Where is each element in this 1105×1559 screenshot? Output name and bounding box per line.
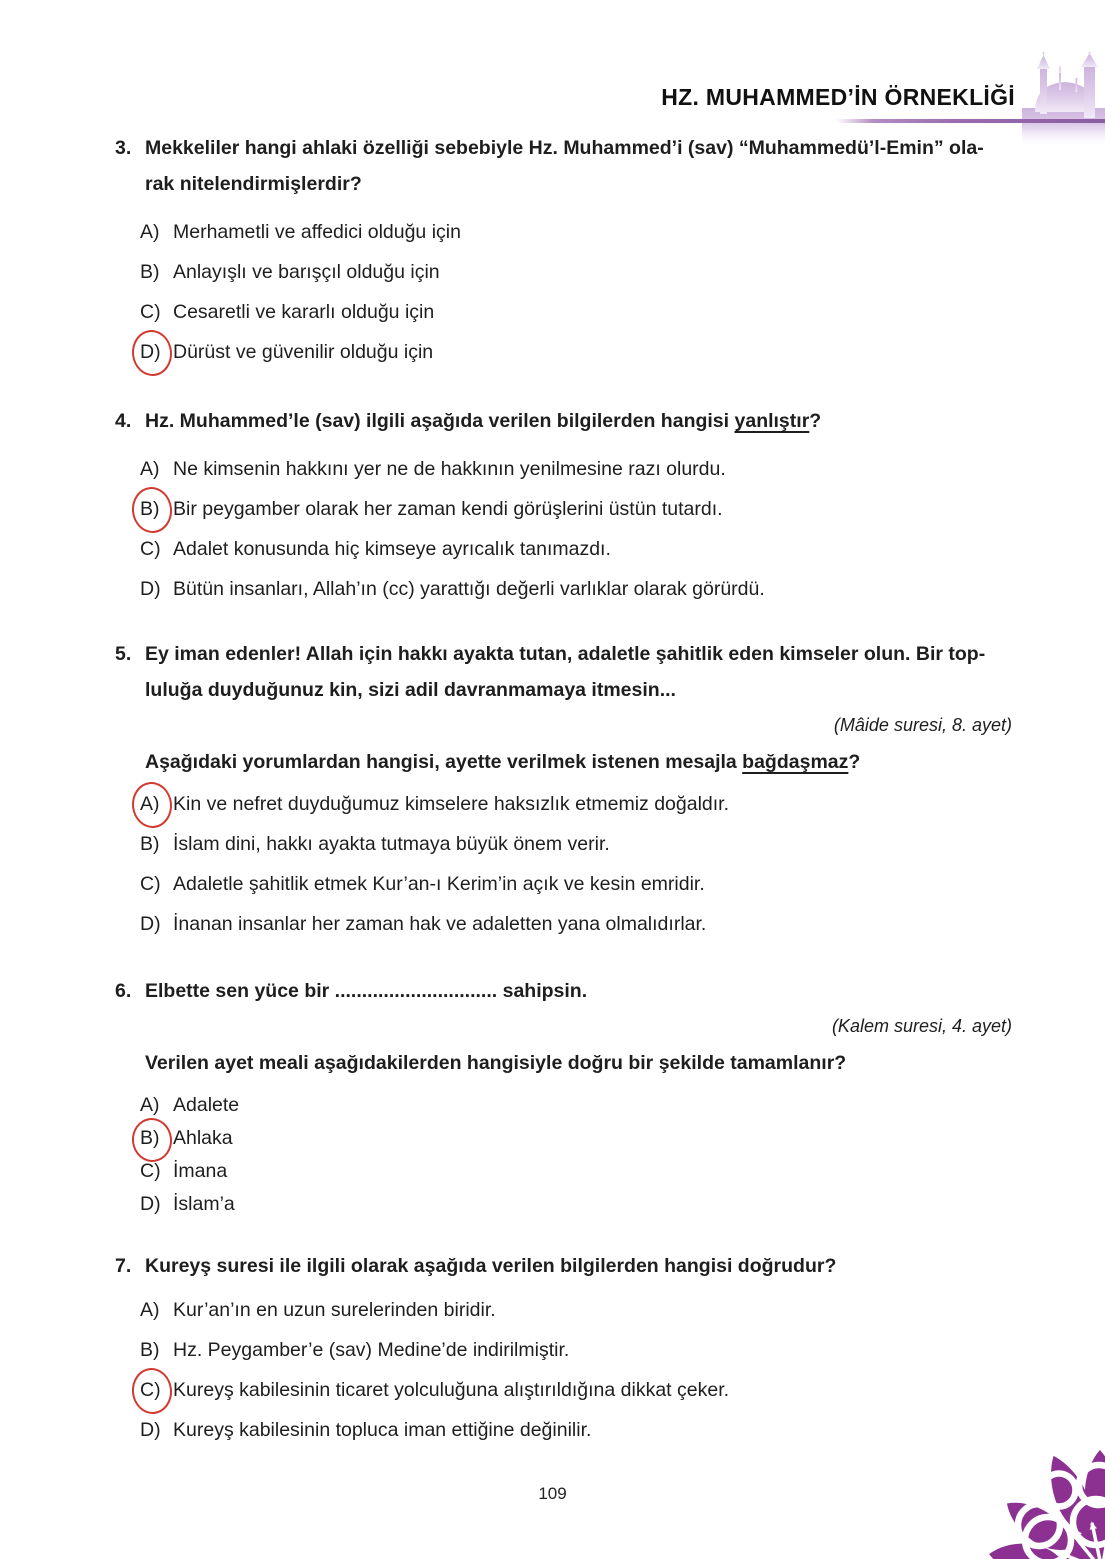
option-letter: D): [140, 1419, 161, 1441]
option-text: Ahlaka: [173, 1127, 233, 1149]
option-a: [140, 1290, 1012, 1330]
option-letter: B): [140, 489, 173, 529]
question-substem: Verilen ayet meali aşağıdakilerden hangisiyle doğru bir şekilde tamamlanır?: [145, 1052, 847, 1074]
option-b: [140, 252, 1012, 292]
question-stem-line: luluğa duyduğunuz kin, sizi adil davranmamaya itmesin...: [145, 679, 676, 701]
option-text: İslam dini, hakkı ayakta tutmaya büyük önem verir.: [173, 833, 610, 855]
question-number: 6.: [115, 980, 132, 1002]
option-c: [140, 292, 1012, 332]
question-4: [115, 403, 1012, 609]
option-d: [140, 569, 1012, 609]
question-stem: Elbette sen yüce bir .............................. sahipsin.: [145, 980, 588, 1002]
question-5: [115, 636, 1012, 944]
option-letter: C): [140, 301, 161, 323]
option-d: [140, 1410, 1012, 1450]
flower-ornament-icon: [980, 1420, 1105, 1559]
option-b: [140, 489, 1012, 529]
option-c: [140, 529, 1012, 569]
option-text: Adalet konusunda hiç kimseye ayrıcalık tanımazdı.: [173, 538, 611, 560]
option-d: [140, 904, 1012, 944]
option-text: Kureyş kabilesinin topluca iman ettiğine değinilir.: [173, 1419, 592, 1441]
option-text: İnanan insanlar her zaman hak ve adaletten yana olmalıdırlar.: [173, 913, 707, 935]
option-c: [140, 1370, 1012, 1410]
option-letter: A): [140, 1299, 160, 1321]
option-letter: A): [140, 784, 173, 824]
option-b: [140, 1330, 1012, 1370]
question-number: 5.: [115, 643, 132, 665]
option-b: [140, 1122, 1012, 1155]
option-c: [140, 1155, 1012, 1188]
option-text: Anlayışlı ve barışçıl olduğu için: [173, 261, 440, 283]
question-3: [115, 130, 1012, 372]
underlined-word: yanlıştır: [734, 410, 810, 432]
option-a: [140, 212, 1012, 252]
question-6: [115, 973, 1012, 1221]
option-d: [140, 1188, 1012, 1221]
option-letter: A): [140, 458, 160, 480]
verse-source: (Kalem suresi, 4. ayet): [831, 1016, 1012, 1036]
option-text: Adalete: [173, 1094, 240, 1116]
option-letter: B): [140, 833, 160, 855]
option-letter: D): [140, 1193, 161, 1215]
question-stem-line: Mekkeliler hangi ahlaki özelliği sebebiyle Hz. Muhammed’i (sav) “Muhammedü’l-Emin” ola-: [145, 137, 984, 159]
option-letter: A): [140, 221, 160, 243]
option-d: [140, 332, 1012, 372]
option-b: [140, 824, 1012, 864]
option-letter: C): [140, 1370, 173, 1410]
option-letter: C): [140, 538, 161, 560]
option-text: İmana: [173, 1160, 228, 1182]
option-letter: D): [140, 578, 161, 600]
option-letter: D): [140, 332, 173, 372]
option-text: Ne kimsenin hakkını yer ne de hakkının yenilmesine razı olurdu.: [173, 458, 726, 480]
option-text: Cesaretli ve kararlı olduğu için: [173, 301, 435, 323]
option-letter: C): [140, 873, 161, 895]
option-letter: A): [140, 1094, 160, 1116]
page-title: HZ. MUHAMMED’İN ÖRNEKLİĞİ: [661, 84, 1015, 110]
option-a: [140, 784, 1012, 824]
option-text: Hz. Peygamber’e (sav) Medine’de indirilmiştir.: [173, 1339, 570, 1361]
option-c: [140, 864, 1012, 904]
underlined-word: bağdaşmaz: [742, 751, 849, 773]
option-text: Kin ve nefret duyduğumuz kimselere haksızlık etmemiz doğaldır.: [173, 793, 730, 815]
mosque-icon: [1020, 52, 1105, 144]
question-number: 3.: [115, 137, 132, 159]
option-letter: B): [140, 1339, 160, 1361]
option-text: İslam’a: [173, 1193, 235, 1215]
question-number: 7.: [115, 1255, 132, 1277]
page-number: 109: [538, 1484, 567, 1503]
header-rule: [836, 119, 1105, 123]
option-a: [140, 1089, 1012, 1122]
option-text: Dürüst ve güvenilir olduğu için: [173, 341, 434, 363]
question-stem: Kureyş suresi ile ilgili olarak aşağıda verilen bilgilerden hangisi doğrudur?: [145, 1255, 837, 1277]
option-letter: C): [140, 1160, 161, 1182]
question-stem: Hz. Muhammed’le (sav) ilgili aşağıda verilen bilgilerden hangisi yanlıştır?: [145, 410, 822, 432]
option-text: Kureyş kabilesinin ticaret yolculuğuna alıştırıldığına dikkat çeker.: [173, 1379, 730, 1401]
option-text: Merhametli ve affedici olduğu için: [173, 221, 461, 243]
option-text: Bir peygamber olarak her zaman kendi görüşlerini üstün tutardı.: [173, 498, 723, 520]
option-letter: B): [140, 1122, 173, 1155]
option-text: Adaletle şahitlik etmek Kur’an-ı Kerim’in açık ve kesin emridir.: [173, 873, 705, 895]
option-a: [140, 449, 1012, 489]
option-text: Bütün insanları, Allah’ın (cc) yarattığı değerli varlıklar olarak görürdü.: [173, 578, 765, 600]
question-7: [115, 1248, 1012, 1450]
question-substem: Aşağıdaki yorumlardan hangisi, ayette verilmek istenen mesajla bağdaşmaz?: [145, 751, 861, 773]
option-text: Kur’an’ın en uzun surelerinden biridir.: [173, 1299, 496, 1321]
option-letter: B): [140, 261, 160, 283]
question-stem-line: Ey iman edenler! Allah için hakkı ayakta tutan, adaletle şahitlik eden kimseler olun. Bir top-: [145, 643, 986, 665]
option-letter: D): [140, 913, 161, 935]
question-stem-line: rak nitelendirmişlerdir?: [145, 173, 362, 195]
question-number: 4.: [115, 410, 132, 432]
verse-source: (Mâide suresi, 8. ayet): [833, 715, 1012, 735]
